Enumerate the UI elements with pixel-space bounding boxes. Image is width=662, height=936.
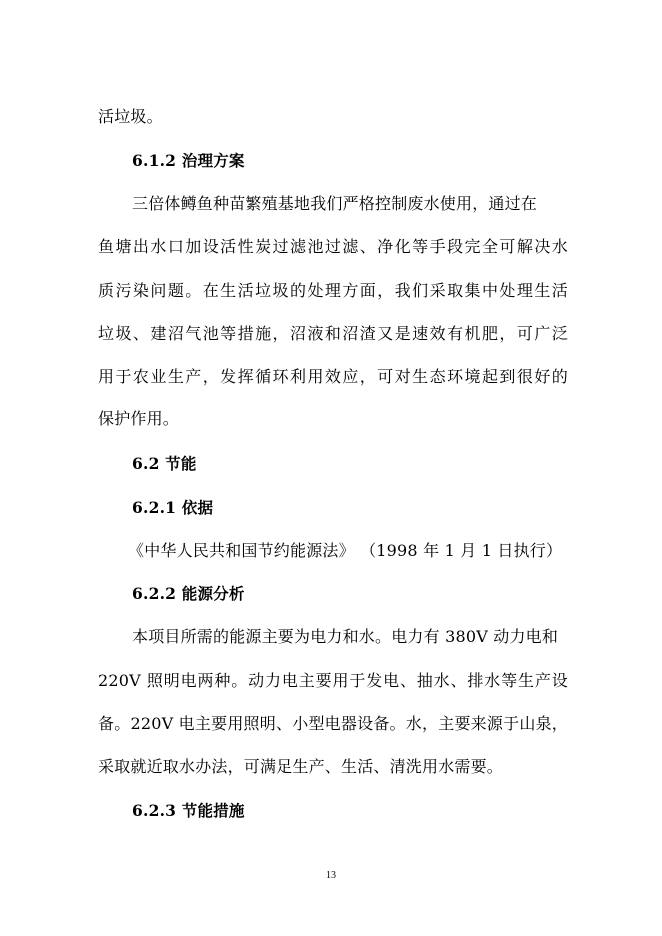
paragraph-line: 垃圾、建沼气池等措施，沼液和沼渣又是速效有机肥，可广泛: [98, 324, 568, 343]
paragraph-line: 活垃圾。: [98, 107, 163, 126]
paragraph-line: 采取就近取水办法，可满足生产、生活、清洗用水需要。: [98, 757, 504, 776]
section-heading-6-1-2: 6.1.2 治理方案: [132, 151, 245, 170]
section-heading-6-2-3: 6.2.3 节能措施: [132, 801, 245, 820]
paragraph-line: 质污染问题。在生活垃圾的处理方面，我们采取集中处理生活: [98, 281, 568, 300]
paragraph-line: 本项目所需的能源主要为电力和水。电力有 380V 动力电和: [132, 627, 559, 646]
paragraph-line: 备。220V 电主要用照明、小型电器设备。水，主要来源于山泉，: [98, 714, 568, 733]
paragraph-line: 鱼塘出水口加设活性炭过滤池过滤、净化等手段完全可解决水: [98, 237, 568, 256]
paragraph-line: 三倍体鳟鱼种苗繁殖基地我们严格控制废水使用，通过在: [132, 194, 538, 213]
section-heading-6-2-2: 6.2.2 能源分析: [132, 584, 245, 603]
page-number: 13: [326, 870, 336, 881]
paragraph-line: 220V 照明电两种。动力电主要用于发电、抽水、排水等生产设: [98, 671, 568, 690]
law-reference-line: 《中华人民共和国节约能源法》 （1998 年 1 月 1 日执行）: [128, 541, 563, 560]
section-heading-6-2-1: 6.2.1 依据: [132, 498, 214, 517]
section-heading-6-2: 6.2 节能: [132, 454, 197, 473]
paragraph-line: 保护作用。: [98, 409, 180, 428]
paragraph-line: 用于农业生产，发挥循环利用效应，可对生态环境起到很好的: [98, 367, 568, 386]
